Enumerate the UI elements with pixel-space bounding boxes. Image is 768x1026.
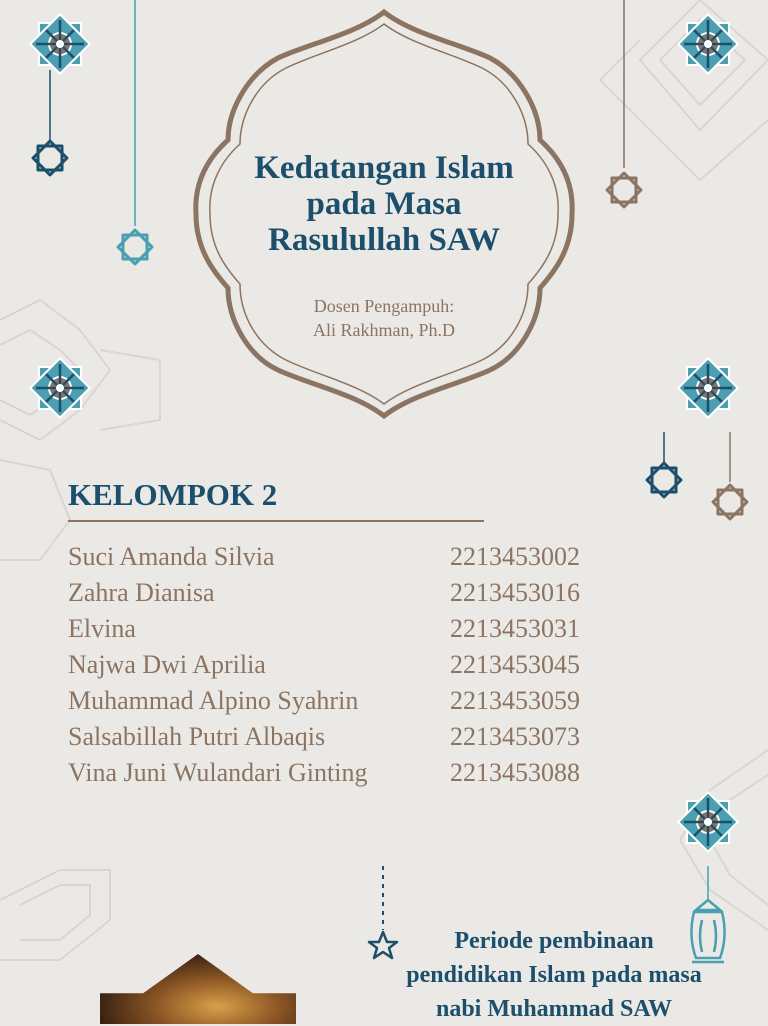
member-name: Najwa Dwi Aprilia	[68, 650, 266, 679]
list-item	[68, 756, 628, 792]
member-id: 2213453031	[450, 614, 580, 643]
list-item	[68, 576, 628, 612]
ornament-tile-icon	[30, 14, 89, 73]
member-name: Suci Amanda Silvia	[68, 542, 275, 571]
member-id: 2213453088	[450, 758, 580, 787]
lecturer-name: Ali Rakhman, Ph.D	[313, 320, 455, 340]
hanging-star-icon	[118, 230, 152, 264]
list-item	[68, 684, 628, 720]
title-line: Kedatangan Islam	[254, 150, 514, 186]
member-id: 2213453045	[450, 650, 580, 679]
member-id: 2213453059	[450, 686, 580, 715]
list-item	[68, 720, 628, 756]
member-list	[68, 540, 628, 792]
lecturer-block	[234, 294, 534, 342]
member-name: Salsabillah Putri Albaqis	[68, 722, 326, 751]
ornament-tile-icon	[678, 14, 737, 73]
title-line: Rasulullah SAW	[267, 222, 500, 258]
title-line: pada Masa	[306, 186, 462, 222]
page-title	[214, 150, 554, 258]
member-id: 2213453002	[450, 542, 580, 571]
ornament-tile-icon	[30, 358, 89, 417]
hanging-star-icon	[713, 485, 747, 519]
member-name: Elvina	[68, 614, 136, 643]
hanging-star-icon	[647, 463, 681, 497]
member-id: 2213453073	[450, 722, 580, 751]
group-heading: KELOMPOK 2	[68, 477, 278, 512]
subtitle	[340, 924, 768, 1026]
ornament-tile-icon	[678, 358, 737, 417]
lecturer-label: Dosen Pengampuh:	[313, 296, 455, 316]
member-name: Muhammad Alpino Syahrin	[68, 686, 359, 715]
member-id: 2213453016	[450, 578, 580, 607]
member-name: Vina Juni Wulandari Ginting	[68, 758, 368, 787]
list-item	[68, 540, 628, 576]
list-item	[68, 648, 628, 684]
member-name: Zahra Dianisa	[68, 578, 215, 607]
subtitle-line: Periode pembinaan	[454, 928, 654, 954]
hanging-star-icon	[33, 141, 67, 175]
list-item	[68, 612, 628, 648]
subtitle-line: pendidikan Islam pada masa	[406, 962, 702, 988]
hanging-star-icon	[607, 173, 641, 207]
heading-divider	[68, 520, 484, 522]
ornament-tile-icon	[678, 792, 737, 851]
subtitle-line: nabi Muhammad SAW	[435, 996, 673, 1022]
